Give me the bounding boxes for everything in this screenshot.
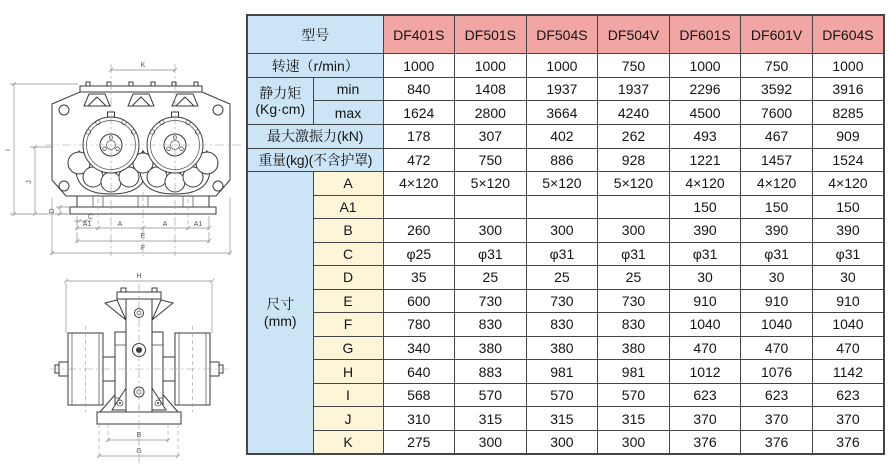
spec-value-cell: 1040 (741, 313, 813, 337)
spec-value-cell: 2296 (669, 77, 741, 101)
spec-value-cell: 830 (455, 313, 527, 337)
spec-value-cell: 470 (812, 336, 884, 360)
spec-value-cell: 830 (526, 313, 598, 337)
spec-value-cell: φ31 (741, 242, 813, 266)
spec-value-cell: 623 (741, 383, 813, 407)
spec-value-cell: 4×120 (383, 172, 455, 196)
dim-row-letter: B (313, 219, 383, 243)
spec-value-cell: 981 (598, 360, 670, 384)
dim-label-d: D (49, 208, 56, 214)
spec-value-cell: 310 (383, 407, 455, 431)
spec-value-cell: 300 (598, 430, 670, 454)
spec-value-cell: 1000 (455, 54, 527, 78)
spec-value-cell: 830 (598, 313, 670, 337)
spec-value-cell: 467 (741, 124, 813, 148)
dim-label-a1-left: A1 (82, 221, 92, 228)
row-label-min: min (313, 77, 383, 101)
spec-value-cell: 390 (741, 219, 813, 243)
spec-value-cell: 307 (455, 124, 527, 148)
spec-value-cell: 380 (455, 336, 527, 360)
front-view (5, 62, 241, 256)
model-column-header: DF504V (598, 15, 670, 54)
dimensions-name: 尺寸 (266, 296, 295, 313)
spec-value-cell: 5×120 (598, 172, 670, 196)
spec-value-cell: φ25 (383, 242, 455, 266)
dim-label-f: F (140, 245, 146, 252)
static-moment-unit: (Kg·cm) (255, 100, 306, 117)
spec-value-cell: 5×120 (526, 172, 598, 196)
spec-value-cell: 1000 (383, 54, 455, 78)
spec-value-cell: 340 (383, 336, 455, 360)
dim-label-e: E (140, 233, 146, 240)
spec-value-cell: 5×120 (455, 172, 527, 196)
spec-value-cell: 910 (669, 289, 741, 313)
spec-value-cell: 640 (383, 360, 455, 384)
spec-value-cell: 300 (526, 219, 598, 243)
spec-value-cell: 376 (741, 430, 813, 454)
row-label-dimensions (247, 172, 313, 454)
model-column-header: DF501S (455, 15, 527, 54)
spec-value-cell: 8285 (812, 101, 884, 125)
row-label-weight: 重量(kg)(不含护罩) (247, 148, 383, 172)
spec-value-cell: 300 (526, 430, 598, 454)
dim-row-letter: K (313, 430, 383, 454)
spec-value-cell: φ31 (669, 242, 741, 266)
model-column-header: DF601S (669, 15, 741, 54)
spec-value-cell: 4240 (598, 101, 670, 125)
dim-label-a1-right: A1 (193, 221, 203, 228)
spec-value-cell: 1457 (741, 148, 813, 172)
spec-value-cell: 1076 (741, 360, 813, 384)
dim-label-k: K (140, 62, 146, 69)
spec-value-cell: 1221 (669, 148, 741, 172)
spec-value-cell: 300 (455, 430, 527, 454)
dim-row-letter: D (313, 266, 383, 290)
dimensions-unit: (mm) (263, 312, 297, 329)
model-column-header: DF401S (383, 15, 455, 54)
spec-value-cell: 910 (812, 289, 884, 313)
spec-value-cell (455, 195, 527, 219)
spec-value-cell: 150 (669, 195, 741, 219)
spec-value-cell: 376 (669, 430, 741, 454)
spec-value-cell: 928 (598, 148, 670, 172)
spec-value-cell: 300 (455, 219, 527, 243)
dim-label-g: G (136, 448, 142, 455)
spec-value-cell: 623 (812, 383, 884, 407)
side-view (50, 273, 228, 466)
spec-value-cell: 1040 (812, 313, 884, 337)
spec-value-cell: 730 (526, 289, 598, 313)
model-column-header: DF504S (526, 15, 598, 54)
spec-value-cell: 402 (526, 124, 598, 148)
row-label-static-moment (247, 77, 313, 124)
spec-value-cell: 25 (526, 266, 598, 290)
spec-value-cell: 370 (669, 407, 741, 431)
spec-value-cell: 886 (526, 148, 598, 172)
spec-value-cell: 1040 (669, 313, 741, 337)
spec-value-cell: 275 (383, 430, 455, 454)
spec-value-cell: 315 (598, 407, 670, 431)
spec-value-cell: 472 (383, 148, 455, 172)
spec-value-cell: 178 (383, 124, 455, 148)
spec-value-cell: 1408 (455, 77, 527, 101)
dim-row-letter: C (313, 242, 383, 266)
spec-value-cell: 840 (383, 77, 455, 101)
spec-value-cell: 3592 (741, 77, 813, 101)
technical-drawing (0, 0, 246, 471)
spec-value-cell: φ31 (812, 242, 884, 266)
spec-value-cell: 4×120 (812, 172, 884, 196)
row-label-speed: 转速（r/min） (247, 54, 383, 78)
spec-value-cell: 150 (741, 195, 813, 219)
spec-value-cell: φ31 (455, 242, 527, 266)
spec-value-cell: 780 (383, 313, 455, 337)
dim-label-b: B (136, 432, 142, 439)
spec-value-cell: 3916 (812, 77, 884, 101)
spec-value-cell: 493 (669, 124, 741, 148)
spec-value-cell: 4×120 (741, 172, 813, 196)
dim-label-a-left: A (117, 221, 123, 228)
dim-row-letter: H (313, 360, 383, 384)
spec-value-cell: 909 (812, 124, 884, 148)
dim-row-letter: I (313, 383, 383, 407)
spec-value-cell: 1937 (598, 77, 670, 101)
spec-value-cell: 600 (383, 289, 455, 313)
model-column-header: DF604S (812, 15, 884, 54)
spec-value-cell: 260 (383, 219, 455, 243)
spec-value-cell: 30 (669, 266, 741, 290)
spec-value-cell: 1012 (669, 360, 741, 384)
spec-value-cell: 570 (455, 383, 527, 407)
spec-value-cell: 4500 (669, 101, 741, 125)
spec-value-cell: 1000 (669, 54, 741, 78)
dim-row-letter: A (313, 172, 383, 196)
dim-row-letter: J (313, 407, 383, 431)
spec-value-cell (526, 195, 598, 219)
spec-value-cell: 380 (598, 336, 670, 360)
spec-value-cell: 25 (455, 266, 527, 290)
dim-label-j: J (26, 180, 33, 184)
spec-value-cell: 1524 (812, 148, 884, 172)
spec-value-cell: 35 (383, 266, 455, 290)
spec-table (246, 14, 885, 455)
dim-row-letter: E (313, 289, 383, 313)
spec-value-cell: 370 (741, 407, 813, 431)
row-label-excitation: 最大激振力(kN) (247, 124, 383, 148)
spec-value-cell: 1937 (526, 77, 598, 101)
vibrator-drawing-svg (0, 0, 246, 471)
dim-label-c: C (88, 214, 94, 221)
dim-row-letter: G (313, 336, 383, 360)
dim-row-letter: F (313, 313, 383, 337)
spec-value-cell: 470 (741, 336, 813, 360)
spec-value-cell: 883 (455, 360, 527, 384)
spec-value-cell: 376 (812, 430, 884, 454)
spec-value-cell: 300 (598, 219, 670, 243)
dim-row-letter: A1 (313, 195, 383, 219)
model-header-label: 型号 (247, 15, 383, 54)
spec-value-cell: 910 (741, 289, 813, 313)
spec-value-cell: 315 (455, 407, 527, 431)
spec-value-cell: 750 (455, 148, 527, 172)
spec-value-cell: φ31 (526, 242, 598, 266)
spec-value-cell: 570 (598, 383, 670, 407)
spec-value-cell: 262 (598, 124, 670, 148)
spec-value-cell: 25 (598, 266, 670, 290)
spec-value-cell: 1000 (526, 54, 598, 78)
spec-value-cell: 981 (526, 360, 598, 384)
spec-value-cell: 315 (526, 407, 598, 431)
dim-label-a-right: A (162, 221, 168, 228)
spec-value-cell: 730 (455, 289, 527, 313)
spec-value-cell (383, 195, 455, 219)
spec-value-cell: 1000 (812, 54, 884, 78)
spec-value-cell: 370 (812, 407, 884, 431)
dim-label-h: H (136, 273, 142, 280)
spec-value-cell: 730 (598, 289, 670, 313)
spec-value-cell (598, 195, 670, 219)
spec-value-cell: 623 (669, 383, 741, 407)
spec-value-cell: 7600 (741, 101, 813, 125)
spec-value-cell: 750 (741, 54, 813, 78)
spec-value-cell: 4×120 (669, 172, 741, 196)
spec-value-cell: 750 (598, 54, 670, 78)
spec-value-cell: 30 (741, 266, 813, 290)
spec-value-cell: 380 (526, 336, 598, 360)
dim-label-i: I (5, 149, 12, 151)
spec-value-cell: 470 (669, 336, 741, 360)
spec-value-cell: 568 (383, 383, 455, 407)
row-label-max: max (313, 101, 383, 125)
spec-value-cell: 390 (812, 219, 884, 243)
model-column-header: DF601V (741, 15, 813, 54)
spec-value-cell: 2800 (455, 101, 527, 125)
spec-value-cell: 390 (669, 219, 741, 243)
spec-value-cell: 1624 (383, 101, 455, 125)
static-moment-name: 静力矩 (259, 84, 302, 101)
spec-value-cell: 30 (812, 266, 884, 290)
spec-value-cell: 570 (526, 383, 598, 407)
spec-value-cell: φ31 (598, 242, 670, 266)
spec-value-cell: 1142 (812, 360, 884, 384)
spec-value-cell: 150 (812, 195, 884, 219)
spec-value-cell: 3664 (526, 101, 598, 125)
